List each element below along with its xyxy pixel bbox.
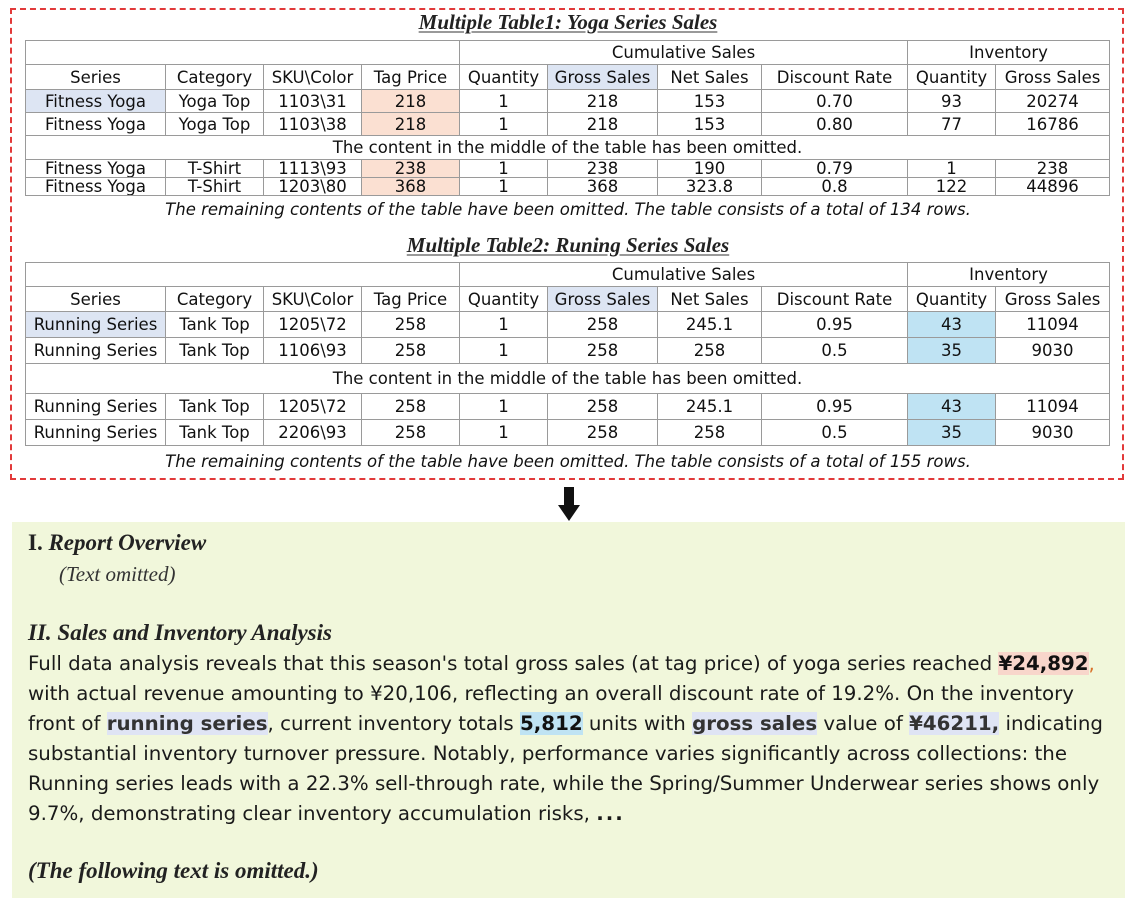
cell-inv-gross: 11094 <box>996 394 1110 420</box>
cell-series: Running Series <box>26 420 166 446</box>
cell-category: T-Shirt <box>166 178 264 196</box>
cell-quantity: 1 <box>460 160 548 178</box>
table2-title: Multiple Table2: Runing Series Sales <box>406 233 730 257</box>
cell-tag-price: 238 <box>362 160 460 178</box>
cell-discount-rate: 0.5 <box>762 420 908 446</box>
cell-tag-price: 258 <box>362 312 460 338</box>
cell-inv-quantity: 93 <box>908 90 996 113</box>
cell-category: Tank Top <box>166 394 264 420</box>
table-row <box>26 90 1110 113</box>
cell-inv-quantity: 1 <box>908 160 996 178</box>
header-category: Category <box>166 65 264 90</box>
cell-gross-sales: 238 <box>548 160 658 178</box>
header-discount-rate: Discount Rate <box>762 287 908 312</box>
group-cumulative-sales: Cumulative Sales <box>460 41 908 65</box>
cell-sku: 1203\80 <box>264 178 362 196</box>
cell-quantity: 1 <box>460 113 548 136</box>
table-row <box>26 160 1110 178</box>
cell-discount-rate: 0.70 <box>762 90 908 113</box>
header-tag-price: Tag Price <box>362 287 460 312</box>
cell-tag-price: 218 <box>362 113 460 136</box>
header-tag-price: Tag Price <box>362 65 460 90</box>
cell-inv-gross: 11094 <box>996 312 1110 338</box>
cell-category: Yoga Top <box>166 113 264 136</box>
section-heading-overview: I. Report Overview <box>28 530 207 555</box>
cell-gross-sales: 258 <box>548 420 658 446</box>
cell-category: Yoga Top <box>166 90 264 113</box>
table1-title: Multiple Table1: Yoga Series Sales <box>418 10 718 34</box>
table-row <box>26 394 1110 420</box>
header-quantity: Quantity <box>460 65 548 90</box>
cell-series: Fitness Yoga <box>26 160 166 178</box>
cell-net-sales: 190 <box>658 160 762 178</box>
cell-inv-gross: 9030 <box>996 420 1110 446</box>
cell-series: Fitness Yoga <box>26 90 166 113</box>
cell-sku: 1106\93 <box>264 338 362 364</box>
highlight-gross-sales: gross sales <box>692 712 818 735</box>
header-inventory-quantity: Quantity <box>908 287 996 312</box>
cell-quantity: 1 <box>460 312 548 338</box>
cell-net-sales: 258 <box>658 338 762 364</box>
cell-gross-sales: 258 <box>548 394 658 420</box>
cell-tag-price: 218 <box>362 90 460 113</box>
cell-sku: 1103\38 <box>264 113 362 136</box>
header-sku-color: SKU\Color <box>264 65 362 90</box>
highlight-inventory-units: 5,812 <box>520 712 583 735</box>
arrow-down-icon <box>558 487 580 523</box>
highlight-running-series: running series <box>106 712 268 735</box>
cell-inv-quantity: 35 <box>908 420 996 446</box>
cell-gross-sales: 258 <box>548 312 658 338</box>
section-heading-analysis: II. Sales and Inventory Analysis <box>28 620 332 645</box>
cell-net-sales: 323.8 <box>658 178 762 196</box>
header-gross-sales: Gross Sales <box>548 287 658 312</box>
cell-net-sales: 153 <box>658 113 762 136</box>
cell-series: Running Series <box>26 338 166 364</box>
header-inventory-quantity: Quantity <box>908 65 996 90</box>
cell-discount-rate: 0.95 <box>762 312 908 338</box>
header-net-sales: Net Sales <box>658 65 762 90</box>
cell-discount-rate: 0.8 <box>762 178 908 196</box>
analysis-paragraph: Full data analysis reveals that this season's total gross sales (at tag price) of yoga series reached ¥24,892, with actual revenue amounting to ¥20,106, reflecting an overall discount rate of 19.2%. On the inventory front of running series, current inventory totals 5,812 units with gross sales value of ¥46211, indicating substantial inventory turnover pressure. Notably, performance varies significantly across collections: the Running series leads with a 22.3% sell-through rate, while the Spring/Summer Underwear series shows only 9.7%, demonstrating clear inventory accumulation risks, ... <box>28 652 1103 825</box>
table-row <box>26 113 1110 136</box>
report-panel <box>12 522 1125 898</box>
header-series: Series <box>26 65 166 90</box>
omitted-note: The content in the middle of the table has been omitted. <box>26 364 1110 394</box>
closing-omitted: (The following text is omitted.) <box>28 858 319 883</box>
yoga-sales-table <box>25 40 1110 196</box>
cell-category: Tank Top <box>166 420 264 446</box>
overview-omitted: (Text omitted) <box>59 562 176 586</box>
cell-net-sales: 245.1 <box>658 394 762 420</box>
cell-sku: 2206\93 <box>264 420 362 446</box>
cell-sku: 1205\72 <box>264 394 362 420</box>
table-row <box>26 312 1110 338</box>
cell-quantity: 1 <box>460 394 548 420</box>
cell-series: Fitness Yoga <box>26 113 166 136</box>
cell-category: T-Shirt <box>166 160 264 178</box>
cell-sku: 1205\72 <box>264 312 362 338</box>
header-quantity: Quantity <box>460 287 548 312</box>
header-gross-sales: Gross Sales <box>548 65 658 90</box>
cell-quantity: 1 <box>460 178 548 196</box>
cell-tag-price: 258 <box>362 394 460 420</box>
cell-gross-sales: 218 <box>548 113 658 136</box>
group-inventory: Inventory <box>908 263 1110 287</box>
header-net-sales: Net Sales <box>658 287 762 312</box>
cell-inv-quantity: 43 <box>908 394 996 420</box>
table-row <box>26 338 1110 364</box>
cell-quantity: 1 <box>460 338 548 364</box>
cell-inv-quantity: 43 <box>908 312 996 338</box>
group-inventory: Inventory <box>908 41 1110 65</box>
cell-discount-rate: 0.5 <box>762 338 908 364</box>
header-inventory-gross-sales: Gross Sales <box>996 287 1110 312</box>
group-cumulative-sales: Cumulative Sales <box>460 263 908 287</box>
cell-sku: 1113\93 <box>264 160 362 178</box>
cell-series: Running Series <box>26 312 166 338</box>
cell-gross-sales: 218 <box>548 90 658 113</box>
cell-tag-price: 258 <box>362 420 460 446</box>
cell-discount-rate: 0.95 <box>762 394 908 420</box>
cell-net-sales: 258 <box>658 420 762 446</box>
cell-tag-price: 368 <box>362 178 460 196</box>
cell-gross-sales: 368 <box>548 178 658 196</box>
cell-inv-quantity: 122 <box>908 178 996 196</box>
group-blank <box>26 263 460 287</box>
cell-inv-gross: 9030 <box>996 338 1110 364</box>
table2-footnote: The remaining contents of the table have been omitted. The table consists of a total of 155 rows. <box>165 452 971 471</box>
header-sku-color: SKU\Color <box>264 287 362 312</box>
cell-inv-gross: 16786 <box>996 113 1110 136</box>
header-series: Series <box>26 287 166 312</box>
cell-inv-quantity: 35 <box>908 338 996 364</box>
cell-tag-price: 258 <box>362 338 460 364</box>
omitted-note: The content in the middle of the table has been omitted. <box>26 136 1110 160</box>
header-category: Category <box>166 287 264 312</box>
cell-category: Tank Top <box>166 338 264 364</box>
cell-discount-rate: 0.80 <box>762 113 908 136</box>
cell-inv-quantity: 77 <box>908 113 996 136</box>
cell-category: Tank Top <box>166 312 264 338</box>
group-blank <box>26 41 460 65</box>
cell-discount-rate: 0.79 <box>762 160 908 178</box>
cell-gross-sales: 258 <box>548 338 658 364</box>
header-discount-rate: Discount Rate <box>762 65 908 90</box>
table1-footnote: The remaining contents of the table have been omitted. The table consists of a total of 134 rows. <box>165 200 971 219</box>
cell-inv-gross: 238 <box>996 160 1110 178</box>
table-row <box>26 420 1110 446</box>
cell-sku: 1103\31 <box>264 90 362 113</box>
cell-quantity: 1 <box>460 90 548 113</box>
highlight-gross-value: ¥46211, <box>909 712 1000 735</box>
cell-inv-gross: 20274 <box>996 90 1110 113</box>
cell-inv-gross: 44896 <box>996 178 1110 196</box>
table-row <box>26 178 1110 196</box>
header-inventory-gross-sales: Gross Sales <box>996 65 1110 90</box>
running-sales-table <box>25 262 1110 446</box>
highlight-yoga-gross-sales: ¥24,892 <box>998 652 1089 675</box>
cell-quantity: 1 <box>460 420 548 446</box>
cell-net-sales: 245.1 <box>658 312 762 338</box>
cell-series: Fitness Yoga <box>26 178 166 196</box>
cell-series: Running Series <box>26 394 166 420</box>
cell-net-sales: 153 <box>658 90 762 113</box>
